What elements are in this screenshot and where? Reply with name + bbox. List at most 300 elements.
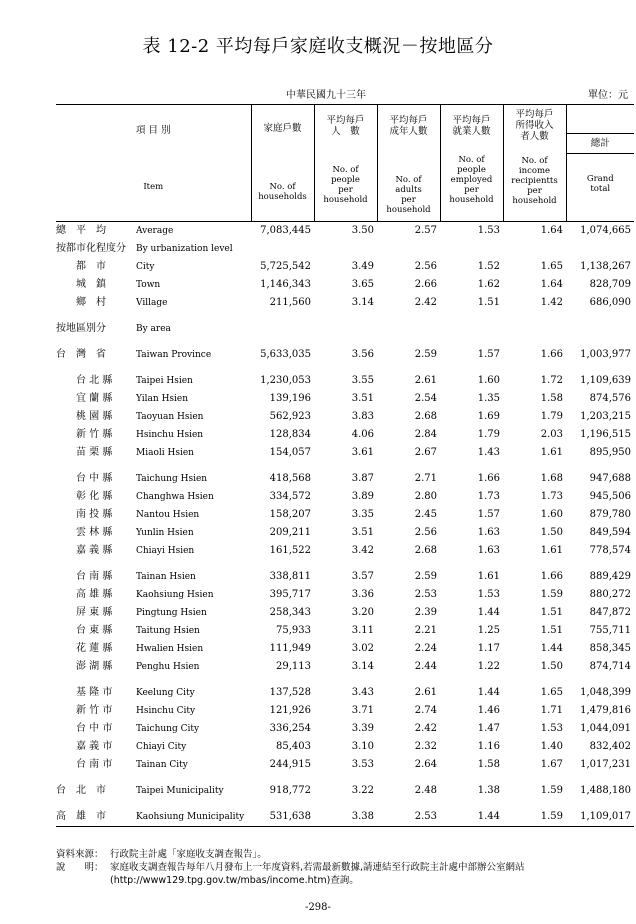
row-label bbox=[56, 426, 251, 444]
cell-e: 1.61 bbox=[477, 571, 500, 582]
cell-hh: 258,343 bbox=[269, 607, 311, 618]
cell-p: 3.14 bbox=[351, 661, 374, 672]
cell-r: 1.51 bbox=[540, 625, 563, 636]
row-label bbox=[56, 586, 251, 604]
table-row bbox=[56, 756, 634, 774]
cell-a: 2.48 bbox=[414, 785, 437, 796]
row-label-zh: 南 投 縣 bbox=[76, 509, 113, 520]
cell-hh: 1,146,343 bbox=[260, 279, 311, 290]
cell-a: 2.59 bbox=[414, 349, 437, 360]
row-label bbox=[56, 240, 251, 258]
header-item-zh: 項 目 別 bbox=[135, 125, 171, 136]
row-label-en: Miaoli Hsien bbox=[136, 448, 194, 458]
table-row bbox=[56, 276, 634, 294]
row-label-en: Changhwa Hsien bbox=[136, 492, 214, 502]
cell-a: 2.68 bbox=[414, 545, 437, 556]
row-label bbox=[56, 470, 251, 488]
row-label-en: Keelung City bbox=[136, 688, 195, 698]
source-key: 資料來源： bbox=[56, 849, 104, 860]
cell-r: 1.58 bbox=[540, 393, 563, 404]
table-subheader bbox=[0, 86, 636, 102]
row-label-en: Hsinchu Hsien bbox=[136, 430, 204, 440]
header-persons bbox=[314, 105, 377, 222]
cell-p: 3.35 bbox=[351, 509, 374, 520]
cell-t: 1,109,639 bbox=[580, 375, 631, 386]
cell-e: 1.35 bbox=[477, 393, 500, 404]
cell-p: 3.57 bbox=[351, 571, 374, 582]
cell-p: 3.50 bbox=[351, 225, 374, 236]
cell-p: 3.61 bbox=[351, 447, 374, 458]
table-row bbox=[56, 258, 634, 276]
table-row bbox=[56, 506, 634, 524]
row-label-zh: 新 竹 縣 bbox=[76, 429, 113, 440]
table-row bbox=[56, 390, 634, 408]
header-earners-en: No. of income recipientts per household bbox=[511, 156, 558, 206]
row-label-zh: 雲 林 縣 bbox=[76, 527, 113, 538]
cell-e: 1.43 bbox=[477, 447, 500, 458]
cell-t: 778,574 bbox=[589, 545, 631, 556]
cell-hh: 244,915 bbox=[269, 759, 311, 770]
row-label bbox=[56, 276, 251, 294]
cell-a: 2.53 bbox=[377, 808, 440, 827]
row-label-zh: 花 蓮 縣 bbox=[76, 643, 113, 654]
row-label-zh: 基 隆 市 bbox=[76, 687, 113, 698]
row-label-en: Hsinchu City bbox=[136, 706, 196, 716]
row-label-zh: 高 雄 縣 bbox=[76, 589, 113, 600]
cell-t: 849,594 bbox=[589, 527, 631, 538]
cell-p: 3.14 bbox=[351, 297, 374, 308]
cell-t: 947,688 bbox=[589, 473, 631, 484]
header-employed-en: No. of people employed per household bbox=[449, 155, 494, 205]
cell-t: 686,090 bbox=[589, 297, 631, 308]
cell-e: 1.52 bbox=[477, 261, 500, 272]
cell-a: 2.61 bbox=[414, 687, 437, 698]
table-row bbox=[56, 444, 634, 462]
cell-e: 1.44 bbox=[477, 687, 500, 698]
row-label-en: Tainan Hsien bbox=[136, 572, 196, 582]
table-row bbox=[56, 320, 634, 338]
row-label bbox=[56, 258, 251, 276]
cell-r bbox=[503, 240, 566, 258]
cell-a: 2.39 bbox=[414, 607, 437, 618]
cell-hh: 137,528 bbox=[269, 687, 311, 698]
table-row bbox=[56, 346, 634, 364]
header-adults-en: No. of adults per household bbox=[386, 175, 431, 215]
table-row bbox=[56, 684, 634, 702]
row-label-zh: 桃 園 縣 bbox=[76, 411, 113, 422]
cell-a: 2.64 bbox=[414, 759, 437, 770]
explain-url: (http://www129.tpg.gov.tw/mbas/income.htm)查詢。 bbox=[110, 875, 359, 886]
row-label-en: Yilan Hsien bbox=[136, 394, 189, 404]
cell-a: 2.80 bbox=[414, 491, 437, 502]
cell-hh: 209,211 bbox=[269, 527, 311, 538]
cell-a: 2.56 bbox=[414, 527, 437, 538]
cell-t: 847,872 bbox=[589, 607, 631, 618]
cell-t bbox=[566, 240, 634, 258]
row-label-zh: 台 中 縣 bbox=[76, 473, 113, 484]
cell-r: 1.65 bbox=[540, 687, 563, 698]
cell-t: 1,048,399 bbox=[580, 687, 631, 698]
cell-a: 2.53 bbox=[414, 589, 437, 600]
cell-r: 1.79 bbox=[540, 411, 563, 422]
cell-a: 2.45 bbox=[414, 509, 437, 520]
cell-r: 1.67 bbox=[540, 759, 563, 770]
row-label-en: Average bbox=[136, 226, 174, 236]
cell-a: 2.44 bbox=[414, 661, 437, 672]
row-label-zh: 宜 蘭 縣 bbox=[76, 393, 113, 404]
row-label bbox=[56, 782, 251, 800]
cell-e: 1.22 bbox=[477, 661, 500, 672]
cell-p: 3.36 bbox=[351, 589, 374, 600]
cell-hh: 5,633,035 bbox=[260, 349, 311, 360]
cell-e: 1.47 bbox=[477, 723, 500, 734]
cell-a: 2.59 bbox=[414, 571, 437, 582]
cell-a: 2.74 bbox=[414, 705, 437, 716]
cell-t: 858,345 bbox=[589, 643, 631, 654]
cell-p: 3.10 bbox=[351, 741, 374, 752]
row-label-zh: 新 竹 市 bbox=[76, 705, 113, 716]
cell-a bbox=[377, 320, 440, 338]
cell-a: 2.66 bbox=[414, 279, 437, 290]
cell-a: 2.71 bbox=[414, 473, 437, 484]
cell-p bbox=[314, 320, 377, 338]
spacer-row bbox=[56, 338, 634, 346]
row-label bbox=[56, 444, 251, 462]
cell-r: 1.66 bbox=[540, 349, 563, 360]
cell-hh: 7,083,445 bbox=[260, 225, 311, 236]
table-body bbox=[56, 222, 634, 827]
table-row bbox=[56, 702, 634, 720]
table-row bbox=[56, 622, 634, 640]
cell-t: 874,714 bbox=[589, 661, 631, 672]
cell-t: 1,203,215 bbox=[580, 411, 631, 422]
row-label-zh: 台 南 市 bbox=[76, 759, 113, 770]
header-total bbox=[566, 105, 634, 222]
row-label-en: Kaohsiung Municipality bbox=[136, 812, 245, 822]
row-label-en: Chiayi Hsien bbox=[136, 546, 195, 556]
row-label-zh: 澎 湖 縣 bbox=[76, 661, 113, 672]
header-households-en: No. of households bbox=[258, 182, 307, 202]
cell-p: 3.20 bbox=[351, 607, 374, 618]
cell-t: 895,950 bbox=[589, 447, 631, 458]
cell-e: 1.16 bbox=[477, 741, 500, 752]
cell-p: 3.51 bbox=[351, 527, 374, 538]
cell-r: 1.71 bbox=[540, 705, 563, 716]
cell-hh: 85,403 bbox=[276, 741, 311, 752]
cell-hh: 128,834 bbox=[269, 429, 311, 440]
cell-r: 1.64 bbox=[540, 279, 563, 290]
row-label bbox=[56, 604, 251, 622]
cell-r: 1.59 bbox=[503, 808, 566, 827]
cell-r: 1.66 bbox=[540, 571, 563, 582]
cell-e bbox=[440, 320, 503, 338]
row-label bbox=[56, 506, 251, 524]
cell-e: 1.63 bbox=[477, 527, 500, 538]
cell-a: 2.67 bbox=[414, 447, 437, 458]
cell-p: 4.06 bbox=[351, 429, 374, 440]
row-label-en: Tainan City bbox=[136, 760, 188, 770]
spacer-row bbox=[56, 774, 634, 782]
row-label-en: Taipei Hsien bbox=[136, 376, 193, 386]
cell-e: 1.53 bbox=[477, 225, 500, 236]
row-label-zh: 按都市化程度分 bbox=[56, 243, 126, 254]
cell-e: 1.46 bbox=[477, 705, 500, 716]
cell-r: 1.44 bbox=[540, 643, 563, 654]
cell-e: 1.51 bbox=[477, 297, 500, 308]
cell-r: 1.51 bbox=[540, 607, 563, 618]
row-label-en: By urbanization level bbox=[136, 244, 233, 254]
cell-r: 1.50 bbox=[540, 661, 563, 672]
cell-p: 3.11 bbox=[351, 625, 374, 636]
row-label-en: Yunlin Hsien bbox=[136, 528, 194, 538]
table-row bbox=[56, 738, 634, 756]
row-label bbox=[56, 222, 251, 241]
cell-hh: 154,057 bbox=[269, 447, 311, 458]
cell-p: 3.39 bbox=[351, 723, 374, 734]
cell-p: 3.51 bbox=[351, 393, 374, 404]
row-label-en: Pingtung Hsien bbox=[136, 608, 207, 618]
header-item bbox=[56, 105, 251, 222]
header-households bbox=[251, 105, 314, 222]
cell-t: 1,003,977 bbox=[580, 349, 631, 360]
table-row bbox=[56, 294, 634, 312]
cell-a: 2.42 bbox=[414, 723, 437, 734]
cell-hh: 336,254 bbox=[269, 723, 311, 734]
cell-e: 1.17 bbox=[477, 643, 500, 654]
row-label bbox=[56, 640, 251, 658]
row-label-en: Taipei Municipality bbox=[136, 786, 224, 796]
cell-p: 3.38 bbox=[314, 808, 377, 827]
row-label-zh: 台 北 縣 bbox=[76, 375, 113, 386]
cell-a: 2.54 bbox=[414, 393, 437, 404]
table-row bbox=[56, 222, 634, 241]
cell-p bbox=[314, 240, 377, 258]
unit-label: 單位：元 bbox=[588, 90, 628, 101]
cell-hh: 418,568 bbox=[269, 473, 311, 484]
row-label-en: Nantou Hsien bbox=[136, 510, 200, 520]
row-label bbox=[56, 684, 251, 702]
cell-hh: 121,926 bbox=[269, 705, 311, 716]
cell-r: 1.50 bbox=[540, 527, 563, 538]
cell-a: 2.61 bbox=[414, 375, 437, 386]
cell-a: 2.32 bbox=[414, 741, 437, 752]
cell-p: 3.87 bbox=[351, 473, 374, 484]
cell-p: 3.42 bbox=[351, 545, 374, 556]
cell-a: 2.68 bbox=[414, 411, 437, 422]
cell-e: 1.73 bbox=[477, 491, 500, 502]
cell-t: 1,017,231 bbox=[580, 759, 631, 770]
cell-e: 1.63 bbox=[477, 545, 500, 556]
table-row bbox=[56, 408, 634, 426]
cell-p: 3.02 bbox=[351, 643, 374, 654]
cell-r: 1.68 bbox=[540, 473, 563, 484]
household-income-table bbox=[56, 104, 634, 827]
explain-text: 家庭收支調查報告每年八月發布上一年度資料,若需最新數據,請連結至行政院主計處中部辦公室網站 bbox=[110, 862, 525, 873]
row-label bbox=[56, 488, 251, 506]
cell-e: 1.58 bbox=[477, 759, 500, 770]
table-row bbox=[56, 372, 634, 390]
table-row bbox=[56, 720, 634, 738]
row-label-en: Town bbox=[136, 280, 161, 290]
row-label bbox=[56, 294, 251, 312]
row-label bbox=[56, 542, 251, 560]
row-label-en: Taitung Hsien bbox=[136, 626, 200, 636]
cell-t: 755,711 bbox=[589, 625, 631, 636]
cell-e: 1.44 bbox=[440, 808, 503, 827]
cell-hh: 29,113 bbox=[276, 661, 311, 672]
table-row bbox=[56, 586, 634, 604]
cell-hh bbox=[251, 240, 314, 258]
cell-a: 2.21 bbox=[414, 625, 437, 636]
cell-hh: 5,725,542 bbox=[260, 261, 311, 272]
cell-a: 2.56 bbox=[414, 261, 437, 272]
row-label-en: Taiwan Province bbox=[136, 350, 212, 360]
cell-p: 3.56 bbox=[351, 349, 374, 360]
row-label bbox=[56, 524, 251, 542]
page-number: -298- bbox=[305, 902, 331, 913]
cell-t: 1,044,091 bbox=[580, 723, 631, 734]
row-label-zh: 彰 化 縣 bbox=[76, 491, 113, 502]
spacer-row bbox=[56, 462, 634, 470]
cell-t: 828,709 bbox=[589, 279, 631, 290]
cell-e bbox=[440, 240, 503, 258]
cell-t: 1,074,665 bbox=[580, 225, 631, 236]
row-label bbox=[56, 738, 251, 756]
row-label bbox=[56, 622, 251, 640]
cell-r: 1.60 bbox=[540, 509, 563, 520]
header-earners bbox=[503, 105, 566, 222]
cell-p: 3.49 bbox=[351, 261, 374, 272]
cell-r: 1.61 bbox=[540, 545, 563, 556]
cell-t: 832,402 bbox=[589, 741, 631, 752]
row-label bbox=[56, 568, 251, 586]
cell-r: 1.40 bbox=[540, 741, 563, 752]
cell-hh: 334,572 bbox=[269, 491, 311, 502]
table-row bbox=[56, 240, 634, 258]
cell-p: 3.22 bbox=[351, 785, 374, 796]
row-label-en: Taoyuan Hsien bbox=[136, 412, 204, 422]
row-label-zh: 都 市 bbox=[76, 261, 106, 272]
cell-hh: 139,196 bbox=[269, 393, 311, 404]
cell-p: 3.53 bbox=[351, 759, 374, 770]
table-row bbox=[56, 470, 634, 488]
cell-a: 2.24 bbox=[414, 643, 437, 654]
row-label bbox=[56, 346, 251, 364]
row-label-zh: 嘉 義 縣 bbox=[76, 545, 113, 556]
header-total-zh: 總計 bbox=[567, 133, 635, 154]
footnotes bbox=[56, 848, 626, 887]
row-label-zh: 苗 栗 縣 bbox=[76, 447, 113, 458]
row-label-en: Village bbox=[136, 298, 168, 308]
row-label-en: By area bbox=[136, 324, 171, 334]
table-row bbox=[56, 426, 634, 444]
cell-hh: 1,230,053 bbox=[260, 375, 311, 386]
cell-r: 1.59 bbox=[540, 785, 563, 796]
cell-t: 889,429 bbox=[589, 571, 631, 582]
header-persons-en: No. of people per household bbox=[323, 165, 368, 205]
row-label bbox=[56, 390, 251, 408]
cell-t: 880,272 bbox=[589, 589, 631, 600]
header-households-zh: 家庭戶數 bbox=[263, 123, 302, 134]
cell-a bbox=[377, 240, 440, 258]
table-row bbox=[56, 524, 634, 542]
cell-p: 3.71 bbox=[351, 705, 374, 716]
cell-e: 1.60 bbox=[477, 375, 500, 386]
cell-t bbox=[566, 320, 634, 338]
cell-r: 1.65 bbox=[540, 261, 563, 272]
row-label-zh: 高 雄 市 bbox=[56, 811, 106, 822]
table-row bbox=[56, 568, 634, 586]
row-label-en: Penghu Hsien bbox=[136, 662, 200, 672]
row-label-zh: 台 南 縣 bbox=[76, 571, 113, 582]
cell-r: 1.42 bbox=[540, 297, 563, 308]
table-row bbox=[56, 640, 634, 658]
row-label-en: Taichung Hsien bbox=[136, 474, 208, 484]
cell-t: 874,576 bbox=[589, 393, 631, 404]
row-label-en: Taichung City bbox=[136, 724, 200, 734]
table-row bbox=[56, 658, 634, 676]
cell-hh: 338,811 bbox=[269, 571, 311, 582]
header-employed-zh: 平均每戶 就業人數 bbox=[452, 115, 491, 137]
cell-e: 1.79 bbox=[477, 429, 500, 440]
cell-e: 1.62 bbox=[477, 279, 500, 290]
row-label-zh: 按地區別分 bbox=[56, 323, 106, 334]
cell-p: 3.65 bbox=[351, 279, 374, 290]
cell-t: 1,138,267 bbox=[580, 261, 631, 272]
row-label-en: Hwalien Hsien bbox=[136, 644, 204, 654]
spacer-row bbox=[56, 560, 634, 568]
cell-hh: 562,923 bbox=[269, 411, 311, 422]
row-label bbox=[56, 320, 251, 338]
cell-t: 1,479,816 bbox=[580, 705, 631, 716]
cell-hh: 161,522 bbox=[269, 545, 311, 556]
header-adults bbox=[377, 105, 440, 222]
cell-a: 2.42 bbox=[414, 297, 437, 308]
header-earners-zh: 平均每戶 所得收入 者人數 bbox=[515, 109, 554, 142]
cell-r: 1.73 bbox=[540, 491, 563, 502]
header-persons-zh: 平均每戶 人 數 bbox=[326, 115, 365, 137]
row-label bbox=[56, 720, 251, 738]
spacer-row bbox=[56, 676, 634, 684]
row-label-en: City bbox=[136, 262, 155, 272]
cell-hh: 395,717 bbox=[269, 589, 311, 600]
row-label-zh: 鄉 村 bbox=[76, 297, 106, 308]
cell-r bbox=[503, 320, 566, 338]
spacer-row bbox=[56, 312, 634, 320]
page-title: 表 12-2 平均每戶家庭收支概況－按地區分 bbox=[142, 36, 494, 57]
row-label-zh: 城 鎮 bbox=[76, 279, 106, 290]
cell-a: 2.84 bbox=[414, 429, 437, 440]
table-row bbox=[56, 808, 634, 827]
row-label-zh: 嘉 義 市 bbox=[76, 741, 113, 752]
cell-hh: 211,560 bbox=[269, 297, 311, 308]
spacer-row bbox=[56, 364, 634, 372]
table-row bbox=[56, 542, 634, 560]
row-label bbox=[56, 408, 251, 426]
cell-e: 1.38 bbox=[477, 785, 500, 796]
cell-p: 3.43 bbox=[351, 687, 374, 698]
cell-e: 1.53 bbox=[477, 589, 500, 600]
cell-p: 3.55 bbox=[351, 375, 374, 386]
header-item-en: Item bbox=[143, 182, 164, 192]
row-label-zh: 台 中 市 bbox=[76, 723, 113, 734]
cell-t: 1,196,515 bbox=[580, 429, 631, 440]
cell-e: 1.57 bbox=[477, 509, 500, 520]
cell-t: 1,109,017 bbox=[566, 808, 634, 827]
cell-t: 879,780 bbox=[589, 509, 631, 520]
row-label-zh: 台 北 市 bbox=[56, 785, 106, 796]
cell-hh: 111,949 bbox=[269, 643, 311, 654]
